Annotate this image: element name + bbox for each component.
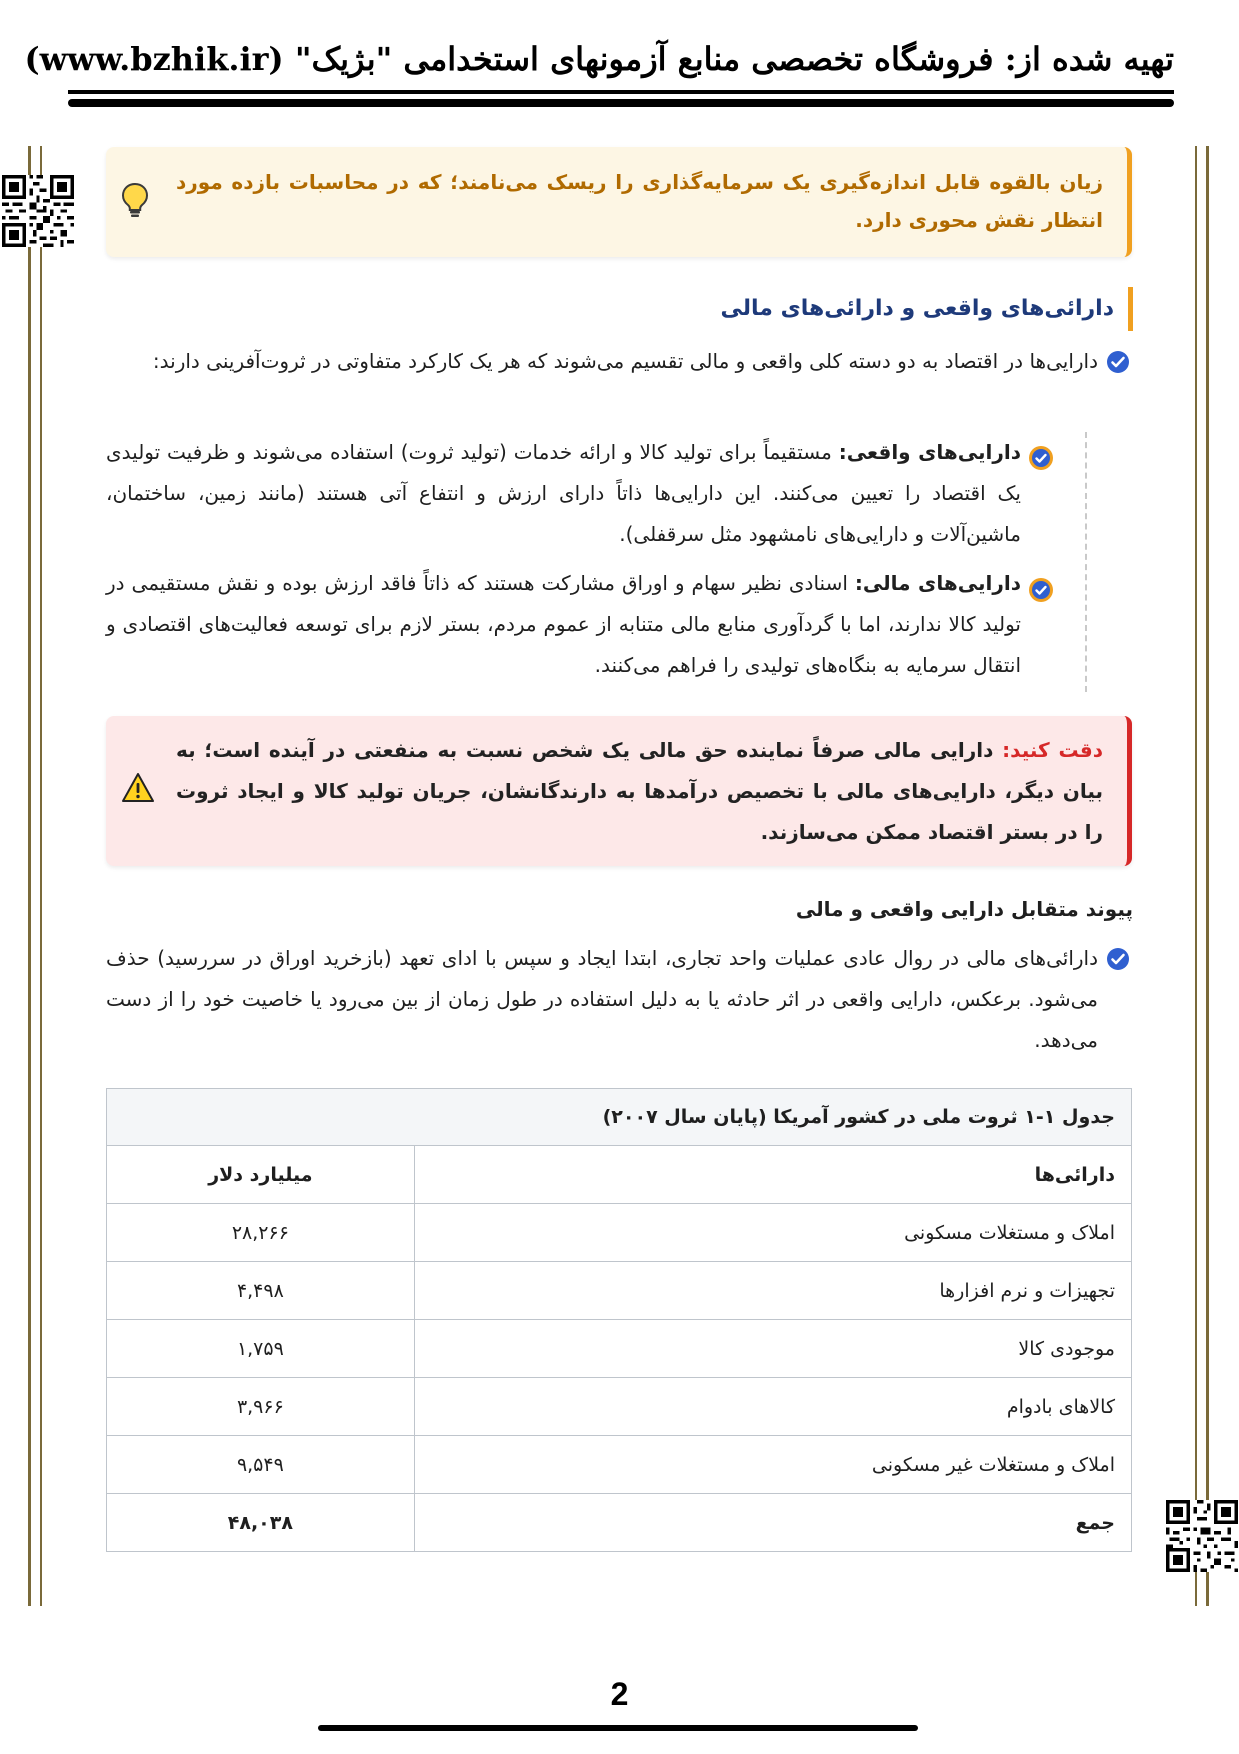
page-number: 2 [610,1676,629,1712]
footer-rule [318,1725,918,1731]
page-header-title: تهیه شده از: فروشگاه تخصصی منابع آزمونهای استخدامی "بژیک" (www.bzhik.ir) [24,40,1174,78]
table-cell-value: ۱,۷۵۹ [107,1320,415,1378]
section-heading: دارائی‌های واقعی و دارائی‌های مالی [721,287,1133,331]
table-row [107,1204,1132,1262]
check-badge-icon [1028,577,1054,603]
intro-paragraph: دارایی‌ها در اقتصاد به دو دسته کلی واقعی و مالی تقسیم می‌شوند که هر یک کارکرد متفاوتی در ثروت‌آفرینی دارند: [152,349,1098,373]
table-header-row [107,1146,1132,1204]
table-caption: جدول ۱-۱ ثروت ملی در کشور آمریکا (پایان سال ۲۰۰۷) [107,1089,1132,1146]
warning-label: دقت کنید: [1002,738,1103,762]
sub-heading: پیوند متقابل دارایی واقعی و مالی [795,897,1133,921]
lightbulb-icon [120,182,150,218]
warning-text [176,730,1103,853]
table-total-label: جمع [414,1494,1131,1552]
list-item [106,432,1021,555]
asset-types-list [106,432,1087,692]
qr-code-icon [1166,1500,1238,1572]
check-circle-icon [1106,350,1130,374]
tip-callout-box [106,147,1132,257]
check-circle-icon [1106,947,1130,971]
table-cell-value: ۳,۹۶۶ [107,1378,415,1436]
list-item [106,563,1021,686]
header-rule-thick [68,99,1174,107]
warning-callout-box [106,716,1132,866]
warning-triangle-icon [121,772,155,804]
data-table [106,1088,1132,1552]
link-paragraph: دارائی‌های مالی در روال عادی عملیات واحد تجاری، ابتدا ایجاد و سپس با ادای تعهد (بازخرید اوراق در سررسید) حذف می‌شود. برعکس، دارایی واقعی در اثر حادثه یا به دلیل استفاده در طول زمان از بین می‌رود یا خاصیت خود را از دست می‌دهد. [106,946,1098,1052]
table-caption-row [107,1089,1132,1146]
table-row [107,1262,1132,1320]
page-frame-left-border [28,146,42,1606]
table-total-row [107,1494,1132,1552]
table-row [107,1378,1132,1436]
qr-code-icon [2,175,74,247]
column-header-value: میلیارد دلار [107,1146,415,1204]
financial-assets-term: دارایی‌های مالی: [854,571,1021,595]
check-badge-icon [1028,445,1054,471]
tip-text: زیان بالقوه قابل اندازه‌گیری یک سرمایه‌گذاری را ریسک می‌نامند؛ که در محاسبات بازده مورد انتظار نقش محوری دارد. [176,170,1103,232]
table-cell-asset: املاک و مستغلات مسکونی [414,1204,1131,1262]
header-rule-thin [68,90,1174,94]
table-cell-asset: کالاهای بادوام [414,1378,1131,1436]
real-assets-term: دارایی‌های واقعی: [838,440,1022,464]
table-cell-value: ۲۸,۲۶۶ [107,1204,415,1262]
table-cell-value: ۴,۴۹۸ [107,1262,415,1320]
financial-assets-description: اسنادی نظیر سهام و اوراق مشارکت هستند که ذاتاً فاقد ارزش بوده و نقش مستقیمی در تولید کالا ندارند، اما با گردآوری منابع مالی متنابه از عموم مردم، بستر لازم برای توسعه فعالیت‌های اقتصادی و انتقال سرمایه به بنگاه‌های تولیدی را فراهم می‌کنند. [106,571,1021,677]
table-cell-asset: تجهیزات و نرم افزارها [414,1262,1131,1320]
warning-body: دارایی مالی صرفاً نماینده حق مالی یک شخص نسبت به منفعتی در آینده است؛ به بیان دیگر، دارایی‌های مالی با تخصیص درآمدها به دارندگانشان، جریان تولید کالا و ایجاد ثروت را در بستر اقتصاد ممکن می‌سازند. [176,738,1103,844]
real-assets-description: مستقیماً برای تولید کالا و ارائه خدمات (تولید ثروت) استفاده می‌شوند و ظرفیت تولیدی یک اقتصاد را تعیین می‌کنند. این دارایی‌ها ذاتاً دارای ارزش و انتفاع آتی هستند (مانند زمین، ساختمان، ماشین‌آلات و دارایی‌های نامشهود مثل سرقفلی). [106,440,1021,546]
column-header-assets: دارائی‌ها [414,1146,1131,1204]
table-row [107,1436,1132,1494]
national-wealth-table [106,1088,1132,1559]
page-frame-right-border [1195,146,1209,1606]
table-cell-value: ۹,۵۴۹ [107,1436,415,1494]
table-cell-asset: موجودی کالا [414,1320,1131,1378]
table-total-value: ۴۸,۰۳۸ [107,1494,415,1552]
table-row [107,1320,1132,1378]
table-cell-asset: املاک و مستغلات غیر مسکونی [414,1436,1131,1494]
